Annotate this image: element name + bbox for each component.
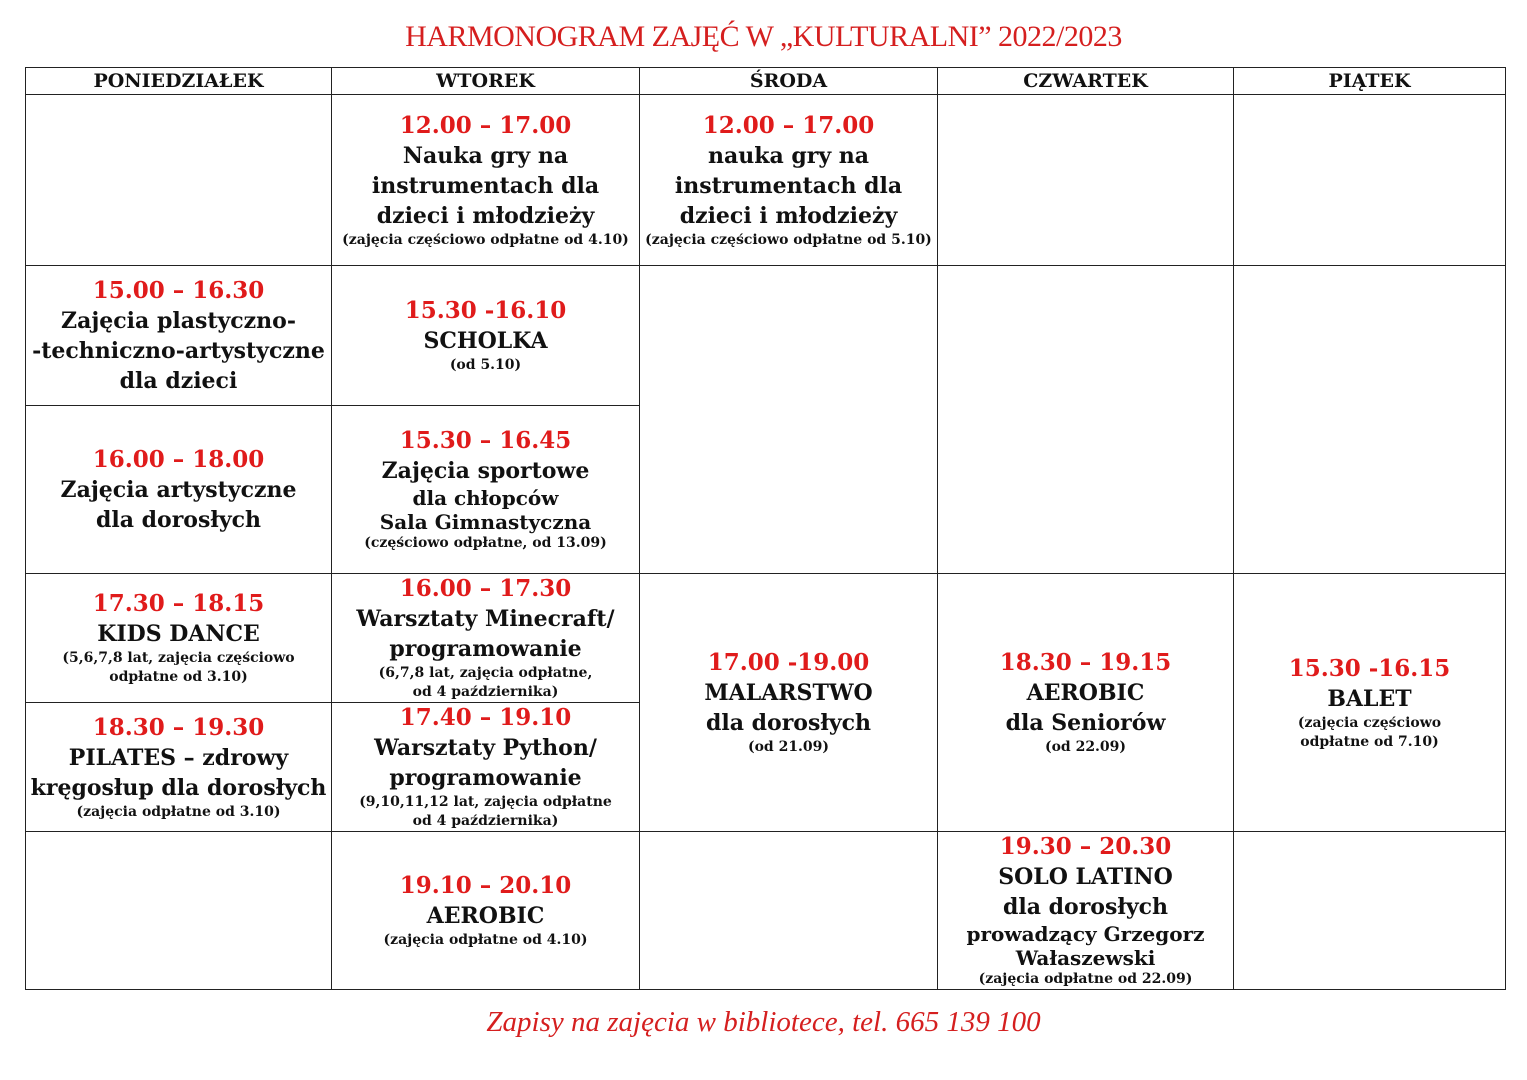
event-name: instrumentach dla [371, 172, 600, 199]
event-name: instrumentach dla [674, 172, 903, 199]
event-note: od 4 października) [412, 813, 559, 829]
event-name: Zajęcia sportowe [381, 458, 590, 484]
event-time: 15.30 – 16.45 [399, 427, 572, 454]
event-time: 17.30 – 18.15 [92, 590, 265, 617]
event-name: programowanie [389, 636, 582, 662]
event-note: (częściowo odpłatne, od 13.09) [364, 535, 607, 551]
empty-cell [1234, 266, 1506, 574]
empty-cell [938, 95, 1234, 266]
event-time: 19.10 – 20.10 [399, 872, 572, 899]
day-header-friday: PIĄTEK [1234, 68, 1506, 95]
event-instructor: Wałaszewski [1015, 946, 1156, 970]
event-name: KIDS DANCE [97, 621, 260, 647]
event-note: odpłatne od 7.10) [1300, 733, 1439, 750]
event-cell [332, 703, 640, 832]
event-note: (zajęcia częściowo odpłatne od 5.10) [645, 231, 932, 248]
event-note: (zajęcia odpłatne od 22.09) [978, 971, 1193, 987]
empty-cell [640, 832, 938, 990]
event-name: Nauka gry na [402, 142, 569, 169]
event-name: dla Seniorów [1005, 710, 1166, 736]
table-row [26, 266, 1506, 406]
event-note: (od 21.09) [747, 739, 830, 755]
event-time: 16.00 – 18.00 [92, 445, 265, 473]
event-cell [332, 832, 640, 990]
event-name: nauka gry na [707, 142, 870, 169]
event-time: 12.00 – 17.00 [399, 111, 572, 139]
event-name: Warsztaty Python/ [374, 735, 597, 761]
empty-cell [26, 832, 332, 990]
footer-note: Zapisy na zajęcia w bibliotece, tel. 665 139 100 [486, 1006, 1041, 1038]
event-time: 18.30 – 19.30 [92, 713, 265, 741]
event-name: -techniczno-artystyczne [32, 337, 325, 364]
empty-cell [640, 266, 938, 574]
event-name: Zajęcia artystyczne [60, 476, 297, 503]
event-cell [332, 406, 640, 574]
event-name: dla dorosłych [1003, 894, 1168, 920]
event-time: 16.00 – 17.30 [399, 575, 572, 602]
event-time: 18.30 – 19.15 [999, 649, 1172, 676]
event-note: (zajęcia odpłatne od 4.10) [383, 932, 588, 948]
event-cell [640, 574, 938, 832]
event-cell [332, 266, 640, 406]
event-cell [938, 832, 1234, 990]
day-header-thursday: CZWARTEK [938, 68, 1234, 95]
event-note: (6,7,8 lat, zajęcia odpłatne, [378, 665, 593, 681]
page-title: HARMONOGRAM ZAJĘĆ W „KULTURALNI” 2022/2023 [405, 20, 1122, 53]
event-name: dzieci i młodzieży [376, 202, 595, 229]
event-note: (9,10,11,12 lat, zajęcia odpłatne [359, 794, 612, 810]
event-name: BALET [1327, 685, 1412, 712]
event-cell [332, 574, 640, 703]
event-time: 17.40 – 19.10 [399, 704, 572, 731]
event-time: 17.00 -19.00 [707, 649, 870, 676]
event-instructor: prowadzący Grzegorz [966, 922, 1205, 946]
event-note: od 4 października) [412, 684, 559, 700]
event-time: 15.30 -16.10 [404, 297, 567, 324]
table-row [26, 574, 1506, 703]
event-note: (od 5.10) [449, 357, 522, 373]
empty-cell [1234, 832, 1506, 990]
event-time: 12.00 – 17.00 [702, 111, 875, 139]
event-cell [26, 574, 332, 703]
event-name: dla dzieci [119, 367, 238, 394]
event-name: programowanie [389, 765, 582, 791]
event-cell [26, 266, 332, 406]
empty-cell [1234, 95, 1506, 266]
event-name: Warsztaty Minecraft/ [356, 606, 615, 632]
event-time: 15.30 -16.15 [1288, 654, 1451, 682]
event-cell [1234, 574, 1506, 832]
event-note: (zajęcia częściowo [1297, 714, 1442, 731]
schedule-table [25, 67, 1506, 990]
day-header-monday: PONIEDZIAŁEK [26, 68, 332, 95]
event-name: dzieci i młodzieży [679, 202, 898, 229]
event-time: 15.00 – 16.30 [92, 276, 265, 304]
event-cell [26, 703, 332, 832]
table-row [26, 95, 1506, 266]
event-time: 19.30 – 20.30 [999, 833, 1172, 860]
event-cell [640, 95, 938, 266]
event-name: kręgosłup dla dorosłych [30, 774, 327, 801]
event-name: dla chłopców [412, 486, 559, 510]
event-name: AEROBIC [1026, 680, 1145, 706]
event-name: MALARSTWO [704, 680, 873, 706]
event-location: Sala Gimnastyczna [379, 510, 592, 534]
event-name: dla dorosłych [706, 710, 871, 736]
event-name: SCHOLKA [423, 328, 548, 354]
empty-cell [938, 266, 1234, 574]
event-name: AEROBIC [426, 903, 545, 929]
event-cell [332, 95, 640, 266]
table-row [26, 832, 1506, 990]
event-cell [938, 574, 1234, 832]
event-note: (5,6,7,8 lat, zajęcia częściowo [62, 650, 295, 666]
header-row [26, 68, 1506, 95]
event-name: Zajęcia plastyczno- [61, 307, 296, 334]
event-name: PILATES – zdrowy [68, 744, 289, 771]
day-header-wednesday: ŚRODA [640, 68, 938, 95]
event-note: (zajęcia odpłatne od 3.10) [76, 803, 281, 820]
event-name: dla dorosłych [96, 506, 261, 533]
event-note: (od 22.09) [1044, 739, 1127, 755]
event-cell [26, 406, 332, 574]
event-note: odpłatne od 3.10) [109, 669, 248, 685]
event-name: SOLO LATINO [998, 864, 1173, 890]
event-note: (zajęcia częściowo odpłatne od 4.10) [342, 231, 629, 248]
empty-cell [26, 95, 332, 266]
day-header-tuesday: WTOREK [332, 68, 640, 95]
